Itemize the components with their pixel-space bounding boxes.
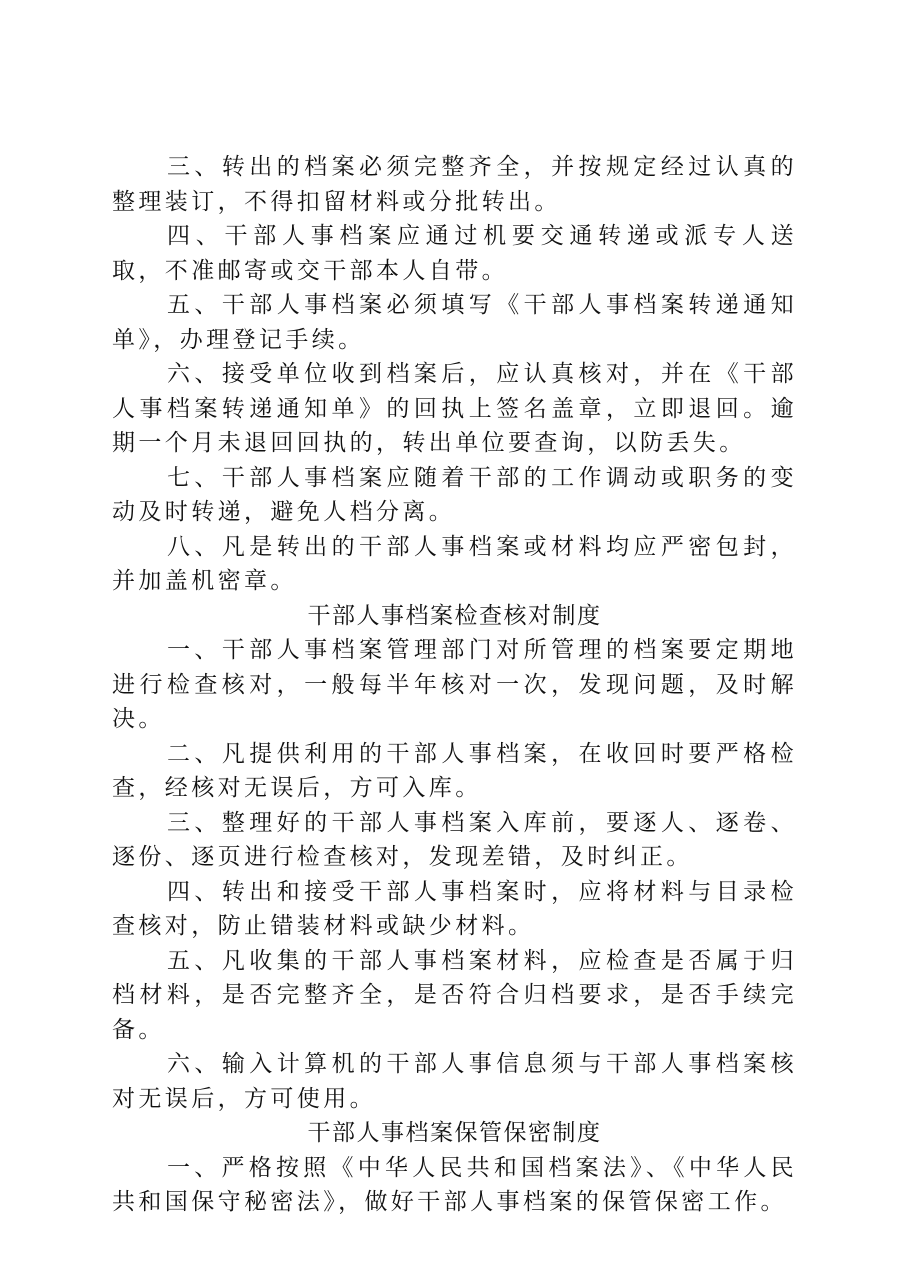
paragraph-check-4: 四、转出和接受干部人事档案时，应将材料与目录检查核对，防止错装材料或缺少材料。 [112,878,797,939]
document-body [112,150,797,1220]
paragraph-transfer-6: 六、接受单位收到档案后，应认真核对，并在《干部人事档案转递通知单》的回执上签名盖章，立即退回。逾期一个月未退回回执的，转出单位要查询，以防丢失。 [112,361,797,456]
paragraph-check-6: 六、输入计算机的干部人事信息须与干部人事档案核对无误后，方可使用。 [112,1051,797,1112]
section-title-security: 干部人事档案保管保密制度 [307,1120,602,1146]
paragraph-check-3: 三、整理好的干部人事档案入库前，要逐人、逐卷、逐份、逐页进行检查核对，发现差错，及时纠正。 [112,809,797,870]
section-title-check: 干部人事档案检查核对制度 [307,602,602,629]
paragraph-transfer-3: 三、转出的档案必须完整齐全，并按规定经过认真的整理装订，不得扣留材料或分批转出。 [112,154,797,215]
paragraph-check-5: 五、凡收集的干部人事档案材料，应检查是否属于归档材料，是否完整齐全，是否符合归档要求，是否手续完备。 [112,947,797,1043]
paragraph-transfer-5: 五、干部人事档案必须填写《干部人事档案转递通知单》，办理登记手续。 [112,292,797,353]
paragraph-transfer-7: 七、干部人事档案应随着干部的工作调动或职务的变动及时转递，避免人档分离。 [112,464,797,525]
paragraph-transfer-8: 八、凡是转出的干部人事档案或材料均应严密包封，并加盖机密章。 [112,533,797,594]
paragraph-check-2: 二、凡提供利用的干部人事档案，在收回时要严格检查，经核对无误后，方可入库。 [112,740,797,801]
paragraph-check-1: 一、干部人事档案管理部门对所管理的档案要定期地进行检查核对，一般每半年核对一次，发现问题，及时解决。 [112,637,797,732]
paragraph-security-1: 一、严格按照《中华人民共和国档案法》、《中华人民共和国保守秘密法》，做好干部人事档案的保管保密工作。 [112,1154,797,1215]
paragraph-transfer-4: 四、干部人事档案应通过机要交通转递或派专人送取，不准邮寄或交干部本人自带。 [112,223,797,284]
